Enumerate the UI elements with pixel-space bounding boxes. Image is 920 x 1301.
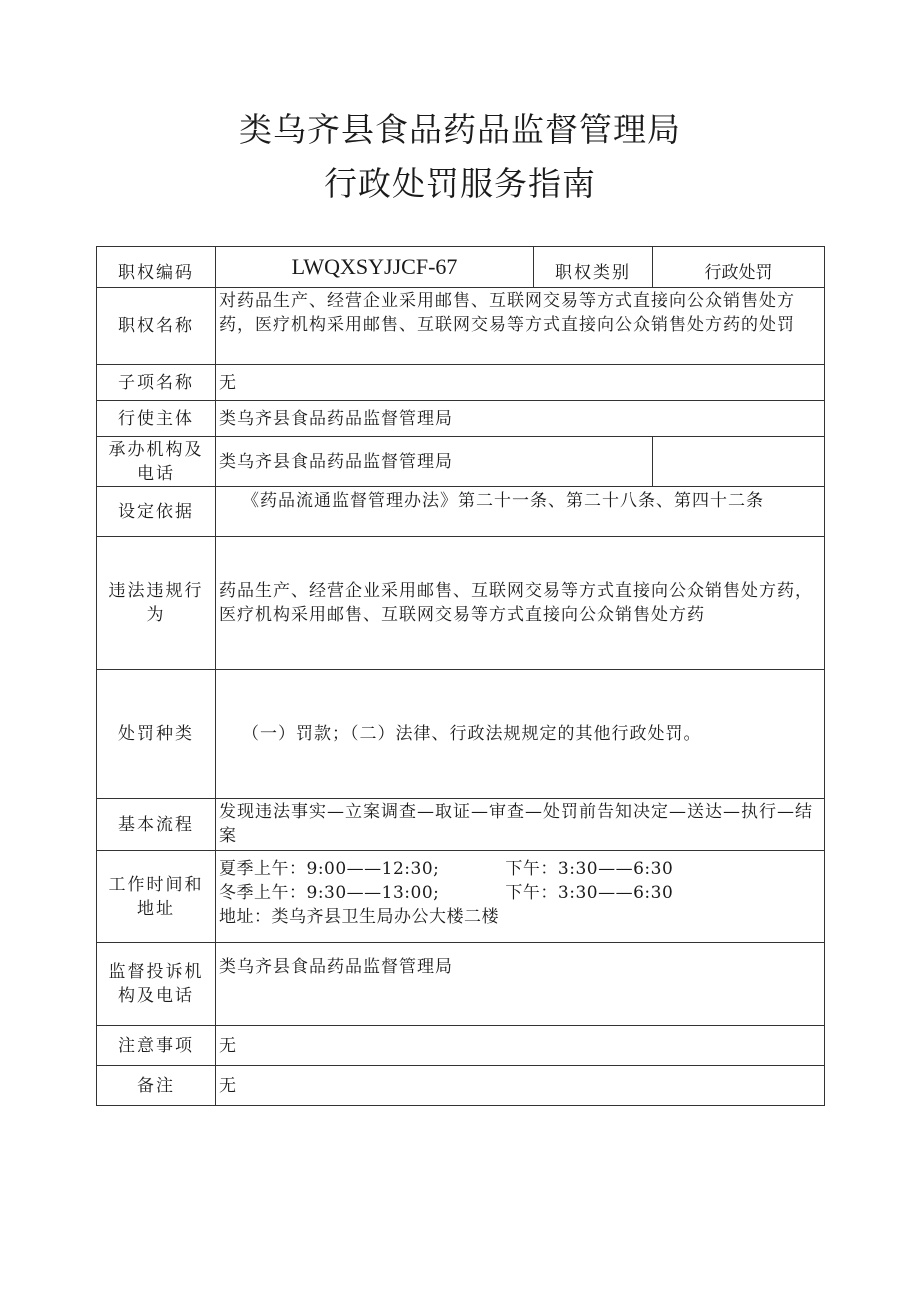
winter-morning: 冬季上午：9:30——13:00; <box>219 883 440 903</box>
row-process <box>97 799 825 851</box>
row-code <box>97 247 825 288</box>
category-value: 行政处罚 <box>653 247 825 288</box>
remarks-value: 无 <box>216 1066 825 1106</box>
name-value: 对药品生产、经营企业采用邮售、互联网交易等方式直接向公众销售处方药，医疗机构采用邮售、互联网交易等方式直接向公众销售处方药的处罚 <box>216 288 825 365</box>
office-address: 地址：类乌齐县卫生局办公大楼二楼 <box>219 907 499 927</box>
basis-value: 《药品流通监督管理办法》第二十一条、第二十八条、第四十二条 <box>216 487 825 537</box>
summer-hours <box>219 857 821 881</box>
row-penalty <box>97 670 825 799</box>
document-subtitle: 行政处罚服务指南 <box>324 164 596 203</box>
winter-hours <box>219 881 821 905</box>
row-subitem <box>97 365 825 401</box>
row-supervision <box>97 943 825 1026</box>
violation-value: 药品生产、经营企业采用邮售、互联网交易等方式直接向公众销售处方药，医疗机构采用邮售、互联网交易等方式直接向公众销售处方药 <box>216 537 825 670</box>
row-remarks <box>97 1066 825 1106</box>
notes-label: 注意事项 <box>97 1026 216 1066</box>
penalty-value: （一）罚款；（二）法律、行政法规规定的其他行政处罚。 <box>216 670 825 799</box>
winter-afternoon: 下午：3:30——6:30 <box>505 883 674 903</box>
row-notes <box>97 1026 825 1066</box>
basis-label: 设定依据 <box>97 487 216 537</box>
agency-phone-cell <box>653 437 825 487</box>
subject-value: 类乌齐县食品药品监督管理局 <box>216 401 825 437</box>
process-label: 基本流程 <box>97 799 216 851</box>
service-guide-table <box>96 246 825 1106</box>
row-hours <box>97 851 825 943</box>
row-name <box>97 288 825 365</box>
category-label: 职权类别 <box>534 247 653 288</box>
code-value: LWQXSYJJCF-67 <box>216 247 534 288</box>
hours-value <box>216 851 825 943</box>
remarks-label: 备注 <box>97 1066 216 1106</box>
supervision-label: 监督投诉机构及电话 <box>97 943 216 1026</box>
agency-value: 类乌齐县食品药品监督管理局 <box>216 437 653 487</box>
violation-label: 违法违规行为 <box>97 537 216 670</box>
row-violation <box>97 537 825 670</box>
name-label: 职权名称 <box>97 288 216 365</box>
row-agency <box>97 437 825 487</box>
subitem-label: 子项名称 <box>97 365 216 401</box>
process-value: 发现违法事实—立案调查—取证—审查—处罚前告知决定—送达—执行—结案 <box>216 799 825 851</box>
summer-morning: 夏季上午：9:00——12:30; <box>219 859 440 879</box>
code-label: 职权编码 <box>97 247 216 288</box>
agency-label: 承办机构及电话 <box>97 437 216 487</box>
hours-label: 工作时间和地址 <box>97 851 216 943</box>
row-subject <box>97 401 825 437</box>
penalty-label: 处罚种类 <box>97 670 216 799</box>
row-basis <box>97 487 825 537</box>
notes-value: 无 <box>216 1026 825 1066</box>
subitem-value: 无 <box>216 365 825 401</box>
subject-label: 行使主体 <box>97 401 216 437</box>
document-title: 类乌齐县食品药品监督管理局 <box>239 110 681 149</box>
summer-afternoon: 下午：3:30——6:30 <box>505 859 674 879</box>
supervision-value: 类乌齐县食品药品监督管理局 <box>216 943 825 1026</box>
